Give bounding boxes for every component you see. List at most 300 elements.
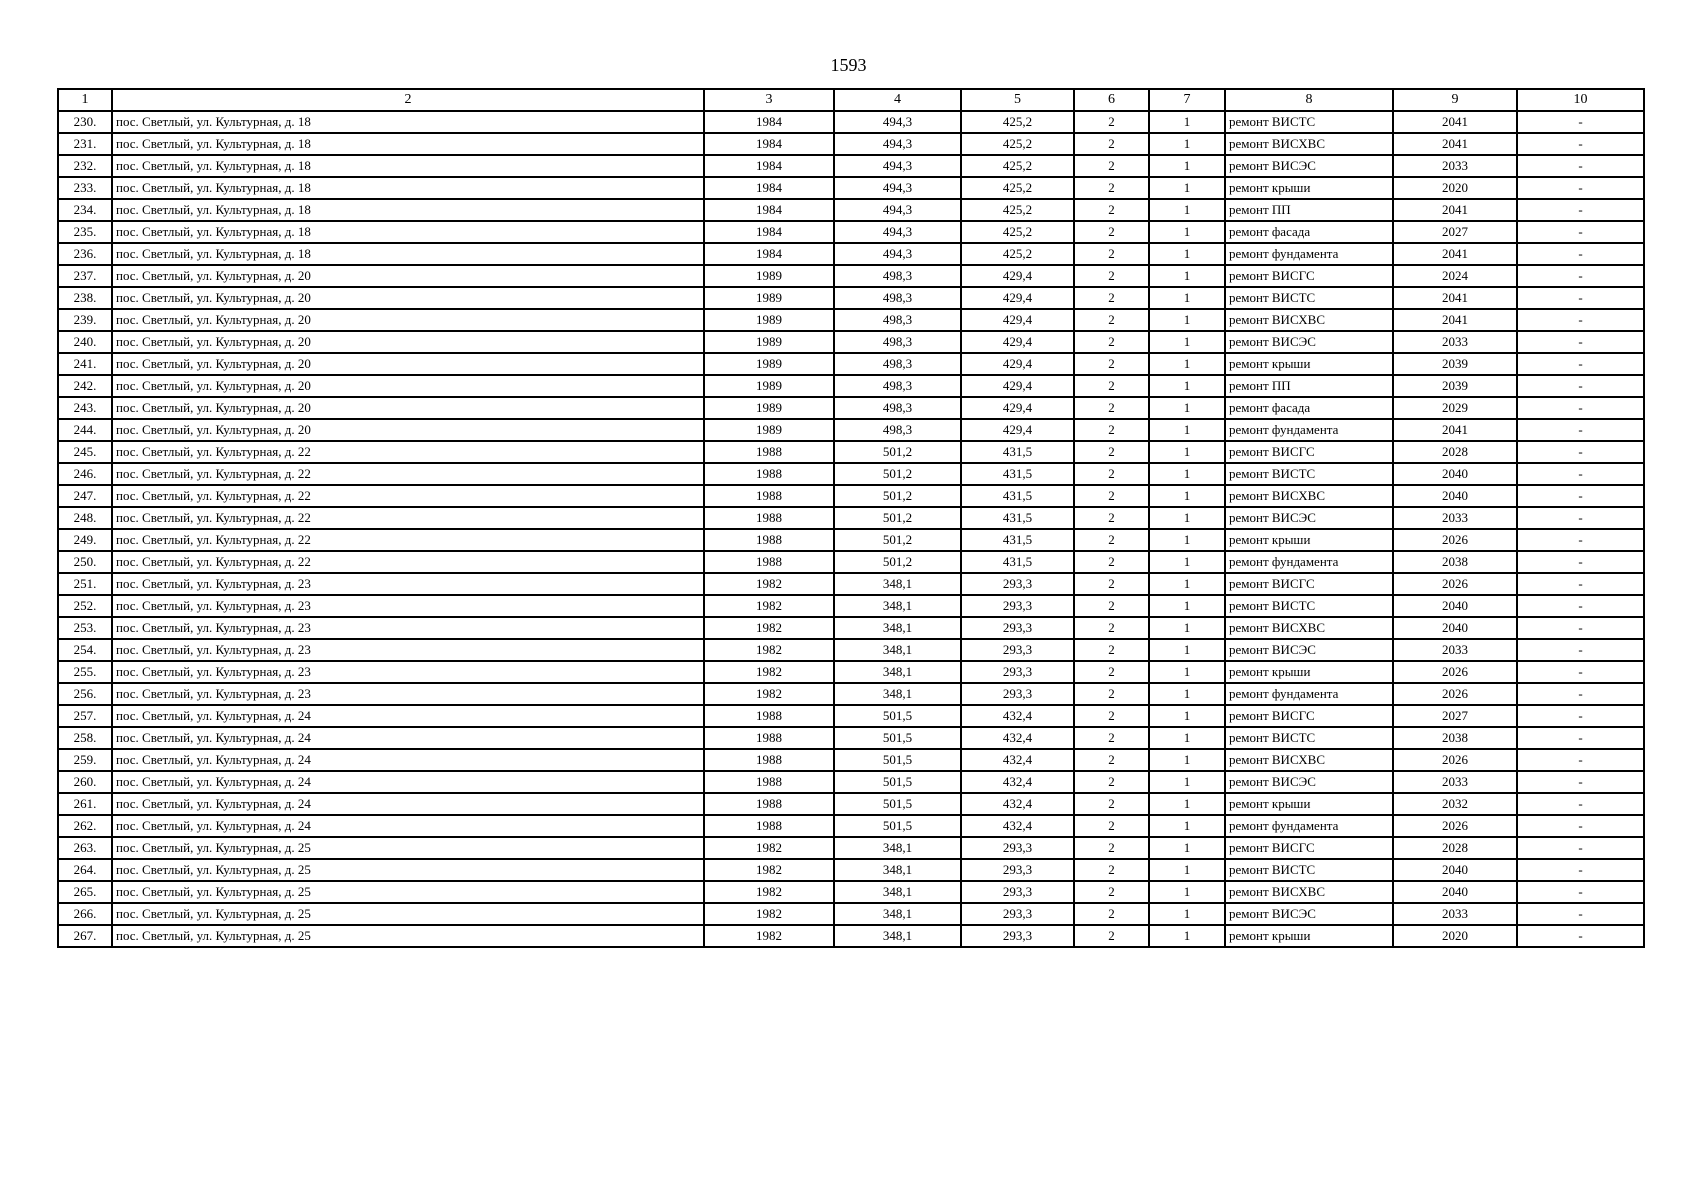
address-cell: пос. Светлый, ул. Культурная, д. 22 <box>112 485 704 507</box>
table-row <box>58 859 1644 881</box>
address-cell: пос. Светлый, ул. Культурная, д. 18 <box>112 221 704 243</box>
year-cell: 1988 <box>704 749 834 771</box>
work-type-cell: ремонт ПП <box>1225 199 1393 221</box>
entrances-cell: 1 <box>1149 617 1225 639</box>
living-area-cell: 431,5 <box>961 507 1074 529</box>
address-cell: пос. Светлый, ул. Культурная, д. 23 <box>112 573 704 595</box>
note-cell: - <box>1517 485 1644 507</box>
total-area-cell: 501,2 <box>834 529 961 551</box>
table-row <box>58 529 1644 551</box>
entrances-cell: 1 <box>1149 133 1225 155</box>
year-cell: 1989 <box>704 397 834 419</box>
work-type-cell: ремонт ВИСГС <box>1225 441 1393 463</box>
work-type-cell: ремонт фундамента <box>1225 683 1393 705</box>
note-cell: - <box>1517 287 1644 309</box>
table-row <box>58 815 1644 837</box>
row-number-cell: 254. <box>58 639 112 661</box>
entrances-cell: 1 <box>1149 177 1225 199</box>
living-area-cell: 425,2 <box>961 199 1074 221</box>
living-area-cell: 293,3 <box>961 683 1074 705</box>
address-cell: пос. Светлый, ул. Культурная, д. 20 <box>112 331 704 353</box>
table-row <box>58 133 1644 155</box>
total-area-cell: 348,1 <box>834 639 961 661</box>
address-cell: пос. Светлый, ул. Культурная, д. 25 <box>112 881 704 903</box>
entrances-cell: 1 <box>1149 265 1225 287</box>
year-cell: 1988 <box>704 485 834 507</box>
total-area-cell: 348,1 <box>834 859 961 881</box>
year-cell: 1988 <box>704 705 834 727</box>
address-cell: пос. Светлый, ул. Культурная, д. 24 <box>112 771 704 793</box>
planned-year-cell: 2026 <box>1393 683 1517 705</box>
table-row <box>58 221 1644 243</box>
floors-cell: 2 <box>1074 309 1149 331</box>
row-number-cell: 242. <box>58 375 112 397</box>
work-type-cell: ремонт крыши <box>1225 661 1393 683</box>
year-cell: 1989 <box>704 353 834 375</box>
entrances-cell: 1 <box>1149 859 1225 881</box>
floors-cell: 2 <box>1074 925 1149 947</box>
work-type-cell: ремонт ВИСЭС <box>1225 507 1393 529</box>
year-cell: 1984 <box>704 199 834 221</box>
planned-year-cell: 2041 <box>1393 287 1517 309</box>
floors-cell: 2 <box>1074 551 1149 573</box>
table-row <box>58 177 1644 199</box>
note-cell: - <box>1517 243 1644 265</box>
note-cell: - <box>1517 925 1644 947</box>
note-cell: - <box>1517 837 1644 859</box>
planned-year-cell: 2028 <box>1393 837 1517 859</box>
planned-year-cell: 2039 <box>1393 353 1517 375</box>
row-number-cell: 261. <box>58 793 112 815</box>
entrances-cell: 1 <box>1149 485 1225 507</box>
year-cell: 1988 <box>704 793 834 815</box>
floors-cell: 2 <box>1074 419 1149 441</box>
work-type-cell: ремонт ВИСЭС <box>1225 155 1393 177</box>
work-type-cell: ремонт крыши <box>1225 793 1393 815</box>
total-area-cell: 498,3 <box>834 309 961 331</box>
year-cell: 1988 <box>704 551 834 573</box>
table-row <box>58 463 1644 485</box>
living-area-cell: 429,4 <box>961 287 1074 309</box>
planned-year-cell: 2033 <box>1393 639 1517 661</box>
work-type-cell: ремонт ВИСЭС <box>1225 903 1393 925</box>
living-area-cell: 431,5 <box>961 529 1074 551</box>
note-cell: - <box>1517 529 1644 551</box>
work-type-cell: ремонт ВИСХВС <box>1225 485 1393 507</box>
row-number-cell: 256. <box>58 683 112 705</box>
table-row <box>58 485 1644 507</box>
planned-year-cell: 2027 <box>1393 705 1517 727</box>
row-number-cell: 247. <box>58 485 112 507</box>
year-cell: 1984 <box>704 111 834 133</box>
year-cell: 1982 <box>704 639 834 661</box>
total-area-cell: 494,3 <box>834 221 961 243</box>
floors-cell: 2 <box>1074 265 1149 287</box>
year-cell: 1982 <box>704 881 834 903</box>
column-header: 9 <box>1393 89 1517 111</box>
work-type-cell: ремонт ВИСГС <box>1225 705 1393 727</box>
address-cell: пос. Светлый, ул. Культурная, д. 20 <box>112 309 704 331</box>
living-area-cell: 429,4 <box>961 331 1074 353</box>
table-row <box>58 199 1644 221</box>
total-area-cell: 501,2 <box>834 485 961 507</box>
note-cell: - <box>1517 331 1644 353</box>
floors-cell: 2 <box>1074 859 1149 881</box>
year-cell: 1989 <box>704 287 834 309</box>
table-row <box>58 441 1644 463</box>
address-cell: пос. Светлый, ул. Культурная, д. 23 <box>112 661 704 683</box>
row-number-cell: 249. <box>58 529 112 551</box>
table-row <box>58 507 1644 529</box>
total-area-cell: 348,1 <box>834 661 961 683</box>
table-row <box>58 881 1644 903</box>
floors-cell: 2 <box>1074 595 1149 617</box>
year-cell: 1982 <box>704 859 834 881</box>
table-row <box>58 617 1644 639</box>
repair-schedule-table <box>57 88 1645 948</box>
planned-year-cell: 2033 <box>1393 507 1517 529</box>
note-cell: - <box>1517 463 1644 485</box>
planned-year-cell: 2020 <box>1393 925 1517 947</box>
total-area-cell: 348,1 <box>834 617 961 639</box>
work-type-cell: ремонт ВИСХВС <box>1225 133 1393 155</box>
work-type-cell: ремонт фундамента <box>1225 551 1393 573</box>
row-number-cell: 264. <box>58 859 112 881</box>
note-cell: - <box>1517 815 1644 837</box>
work-type-cell: ремонт ВИСХВС <box>1225 309 1393 331</box>
work-type-cell: ремонт фасада <box>1225 221 1393 243</box>
planned-year-cell: 2039 <box>1393 375 1517 397</box>
address-cell: пос. Светлый, ул. Культурная, д. 22 <box>112 529 704 551</box>
planned-year-cell: 2024 <box>1393 265 1517 287</box>
planned-year-cell: 2026 <box>1393 749 1517 771</box>
floors-cell: 2 <box>1074 749 1149 771</box>
row-number-cell: 246. <box>58 463 112 485</box>
note-cell: - <box>1517 199 1644 221</box>
table-row <box>58 903 1644 925</box>
entrances-cell: 1 <box>1149 375 1225 397</box>
floors-cell: 2 <box>1074 507 1149 529</box>
total-area-cell: 498,3 <box>834 397 961 419</box>
note-cell: - <box>1517 683 1644 705</box>
column-header: 8 <box>1225 89 1393 111</box>
entrances-cell: 1 <box>1149 727 1225 749</box>
entrances-cell: 1 <box>1149 529 1225 551</box>
year-cell: 1988 <box>704 815 834 837</box>
table-row <box>58 837 1644 859</box>
row-number-cell: 265. <box>58 881 112 903</box>
entrances-cell: 1 <box>1149 397 1225 419</box>
work-type-cell: ремонт ВИСЭС <box>1225 639 1393 661</box>
row-number-cell: 234. <box>58 199 112 221</box>
row-number-cell: 253. <box>58 617 112 639</box>
planned-year-cell: 2041 <box>1393 133 1517 155</box>
total-area-cell: 501,5 <box>834 793 961 815</box>
row-number-cell: 232. <box>58 155 112 177</box>
total-area-cell: 494,3 <box>834 111 961 133</box>
year-cell: 1982 <box>704 573 834 595</box>
living-area-cell: 429,4 <box>961 265 1074 287</box>
entrances-cell: 1 <box>1149 199 1225 221</box>
living-area-cell: 425,2 <box>961 177 1074 199</box>
year-cell: 1984 <box>704 177 834 199</box>
floors-cell: 2 <box>1074 727 1149 749</box>
living-area-cell: 432,4 <box>961 727 1074 749</box>
address-cell: пос. Светлый, ул. Культурная, д. 22 <box>112 551 704 573</box>
note-cell: - <box>1517 749 1644 771</box>
floors-cell: 2 <box>1074 639 1149 661</box>
floors-cell: 2 <box>1074 397 1149 419</box>
table-row <box>58 749 1644 771</box>
row-number-cell: 251. <box>58 573 112 595</box>
address-cell: пос. Светлый, ул. Культурная, д. 20 <box>112 287 704 309</box>
planned-year-cell: 2027 <box>1393 221 1517 243</box>
planned-year-cell: 2040 <box>1393 485 1517 507</box>
floors-cell: 2 <box>1074 133 1149 155</box>
living-area-cell: 425,2 <box>961 243 1074 265</box>
work-type-cell: ремонт крыши <box>1225 177 1393 199</box>
year-cell: 1988 <box>704 507 834 529</box>
floors-cell: 2 <box>1074 485 1149 507</box>
living-area-cell: 432,4 <box>961 705 1074 727</box>
year-cell: 1988 <box>704 771 834 793</box>
floors-cell: 2 <box>1074 155 1149 177</box>
row-number-cell: 266. <box>58 903 112 925</box>
note-cell: - <box>1517 639 1644 661</box>
work-type-cell: ремонт ВИСТС <box>1225 111 1393 133</box>
address-cell: пос. Светлый, ул. Культурная, д. 20 <box>112 397 704 419</box>
note-cell: - <box>1517 771 1644 793</box>
planned-year-cell: 2041 <box>1393 419 1517 441</box>
floors-cell: 2 <box>1074 331 1149 353</box>
total-area-cell: 501,5 <box>834 771 961 793</box>
planned-year-cell: 2026 <box>1393 529 1517 551</box>
living-area-cell: 431,5 <box>961 485 1074 507</box>
total-area-cell: 348,1 <box>834 925 961 947</box>
table-row <box>58 551 1644 573</box>
year-cell: 1982 <box>704 903 834 925</box>
table-row <box>58 331 1644 353</box>
work-type-cell: ремонт ВИСЭС <box>1225 771 1393 793</box>
row-number-cell: 258. <box>58 727 112 749</box>
row-number-cell: 241. <box>58 353 112 375</box>
note-cell: - <box>1517 793 1644 815</box>
note-cell: - <box>1517 419 1644 441</box>
entrances-cell: 1 <box>1149 661 1225 683</box>
entrances-cell: 1 <box>1149 683 1225 705</box>
row-number-cell: 267. <box>58 925 112 947</box>
living-area-cell: 293,3 <box>961 925 1074 947</box>
planned-year-cell: 2028 <box>1393 441 1517 463</box>
row-number-cell: 250. <box>58 551 112 573</box>
table-row <box>58 925 1644 947</box>
work-type-cell: ремонт крыши <box>1225 529 1393 551</box>
entrances-cell: 1 <box>1149 353 1225 375</box>
table-row <box>58 683 1644 705</box>
year-cell: 1982 <box>704 617 834 639</box>
note-cell: - <box>1517 507 1644 529</box>
floors-cell: 2 <box>1074 903 1149 925</box>
note-cell: - <box>1517 265 1644 287</box>
year-cell: 1989 <box>704 265 834 287</box>
address-cell: пос. Светлый, ул. Культурная, д. 18 <box>112 177 704 199</box>
living-area-cell: 432,4 <box>961 749 1074 771</box>
living-area-cell: 293,3 <box>961 881 1074 903</box>
living-area-cell: 425,2 <box>961 111 1074 133</box>
total-area-cell: 501,2 <box>834 441 961 463</box>
note-cell: - <box>1517 551 1644 573</box>
entrances-cell: 1 <box>1149 595 1225 617</box>
address-cell: пос. Светлый, ул. Культурная, д. 20 <box>112 375 704 397</box>
work-type-cell: ремонт ВИСЭС <box>1225 331 1393 353</box>
floors-cell: 2 <box>1074 221 1149 243</box>
work-type-cell: ремонт ВИСТС <box>1225 287 1393 309</box>
entrances-cell: 1 <box>1149 903 1225 925</box>
row-number-cell: 252. <box>58 595 112 617</box>
year-cell: 1989 <box>704 375 834 397</box>
total-area-cell: 501,2 <box>834 551 961 573</box>
note-cell: - <box>1517 705 1644 727</box>
table-row <box>58 661 1644 683</box>
note-cell: - <box>1517 617 1644 639</box>
table-row <box>58 727 1644 749</box>
year-cell: 1982 <box>704 925 834 947</box>
table-row <box>58 793 1644 815</box>
note-cell: - <box>1517 573 1644 595</box>
entrances-cell: 1 <box>1149 463 1225 485</box>
living-area-cell: 431,5 <box>961 441 1074 463</box>
year-cell: 1988 <box>704 463 834 485</box>
planned-year-cell: 2026 <box>1393 661 1517 683</box>
living-area-cell: 293,3 <box>961 595 1074 617</box>
row-number-cell: 231. <box>58 133 112 155</box>
year-cell: 1988 <box>704 441 834 463</box>
address-cell: пос. Светлый, ул. Культурная, д. 22 <box>112 441 704 463</box>
total-area-cell: 501,2 <box>834 507 961 529</box>
living-area-cell: 432,4 <box>961 771 1074 793</box>
living-area-cell: 425,2 <box>961 221 1074 243</box>
planned-year-cell: 2041 <box>1393 111 1517 133</box>
year-cell: 1988 <box>704 529 834 551</box>
planned-year-cell: 2041 <box>1393 243 1517 265</box>
planned-year-cell: 2020 <box>1393 177 1517 199</box>
total-area-cell: 498,3 <box>834 375 961 397</box>
year-cell: 1984 <box>704 133 834 155</box>
entrances-cell: 1 <box>1149 793 1225 815</box>
year-cell: 1982 <box>704 837 834 859</box>
note-cell: - <box>1517 177 1644 199</box>
table-row <box>58 375 1644 397</box>
total-area-cell: 348,1 <box>834 837 961 859</box>
floors-cell: 2 <box>1074 375 1149 397</box>
address-cell: пос. Светлый, ул. Культурная, д. 22 <box>112 463 704 485</box>
column-header: 6 <box>1074 89 1149 111</box>
planned-year-cell: 2026 <box>1393 815 1517 837</box>
work-type-cell: ремонт фундамента <box>1225 419 1393 441</box>
total-area-cell: 501,2 <box>834 463 961 485</box>
row-number-cell: 244. <box>58 419 112 441</box>
floors-cell: 2 <box>1074 793 1149 815</box>
table-header-row <box>58 89 1644 111</box>
living-area-cell: 432,4 <box>961 815 1074 837</box>
year-cell: 1984 <box>704 221 834 243</box>
work-type-cell: ремонт ВИСГС <box>1225 837 1393 859</box>
floors-cell: 2 <box>1074 441 1149 463</box>
entrances-cell: 1 <box>1149 441 1225 463</box>
entrances-cell: 1 <box>1149 111 1225 133</box>
living-area-cell: 293,3 <box>961 859 1074 881</box>
year-cell: 1989 <box>704 331 834 353</box>
note-cell: - <box>1517 221 1644 243</box>
address-cell: пос. Светлый, ул. Культурная, д. 25 <box>112 859 704 881</box>
living-area-cell: 293,3 <box>961 903 1074 925</box>
living-area-cell: 432,4 <box>961 793 1074 815</box>
living-area-cell: 431,5 <box>961 551 1074 573</box>
entrances-cell: 1 <box>1149 287 1225 309</box>
living-area-cell: 293,3 <box>961 837 1074 859</box>
address-cell: пос. Светлый, ул. Культурная, д. 18 <box>112 199 704 221</box>
address-cell: пос. Светлый, ул. Культурная, д. 23 <box>112 639 704 661</box>
table-row <box>58 353 1644 375</box>
table-row <box>58 309 1644 331</box>
entrances-cell: 1 <box>1149 815 1225 837</box>
address-cell: пос. Светлый, ул. Культурная, д. 20 <box>112 419 704 441</box>
table-row <box>58 639 1644 661</box>
note-cell: - <box>1517 903 1644 925</box>
planned-year-cell: 2040 <box>1393 463 1517 485</box>
floors-cell: 2 <box>1074 529 1149 551</box>
table-row <box>58 155 1644 177</box>
table-body <box>58 111 1644 947</box>
column-header: 3 <box>704 89 834 111</box>
year-cell: 1984 <box>704 243 834 265</box>
total-area-cell: 348,1 <box>834 683 961 705</box>
floors-cell: 2 <box>1074 573 1149 595</box>
floors-cell: 2 <box>1074 771 1149 793</box>
column-header: 5 <box>961 89 1074 111</box>
total-area-cell: 348,1 <box>834 573 961 595</box>
column-header: 4 <box>834 89 961 111</box>
column-header: 1 <box>58 89 112 111</box>
year-cell: 1982 <box>704 683 834 705</box>
total-area-cell: 498,3 <box>834 419 961 441</box>
year-cell: 1984 <box>704 155 834 177</box>
planned-year-cell: 2033 <box>1393 771 1517 793</box>
total-area-cell: 494,3 <box>834 243 961 265</box>
entrances-cell: 1 <box>1149 749 1225 771</box>
planned-year-cell: 2041 <box>1393 309 1517 331</box>
row-number-cell: 259. <box>58 749 112 771</box>
living-area-cell: 293,3 <box>961 639 1074 661</box>
planned-year-cell: 2033 <box>1393 331 1517 353</box>
work-type-cell: ремонт ВИСТС <box>1225 463 1393 485</box>
planned-year-cell: 2041 <box>1393 199 1517 221</box>
entrances-cell: 1 <box>1149 221 1225 243</box>
floors-cell: 2 <box>1074 243 1149 265</box>
total-area-cell: 494,3 <box>834 155 961 177</box>
entrances-cell: 1 <box>1149 243 1225 265</box>
living-area-cell: 425,2 <box>961 133 1074 155</box>
entrances-cell: 1 <box>1149 771 1225 793</box>
total-area-cell: 501,5 <box>834 727 961 749</box>
table-row <box>58 573 1644 595</box>
address-cell: пос. Светлый, ул. Культурная, д. 22 <box>112 507 704 529</box>
floors-cell: 2 <box>1074 837 1149 859</box>
work-type-cell: ремонт ВИСТС <box>1225 859 1393 881</box>
note-cell: - <box>1517 397 1644 419</box>
living-area-cell: 425,2 <box>961 155 1074 177</box>
floors-cell: 2 <box>1074 661 1149 683</box>
